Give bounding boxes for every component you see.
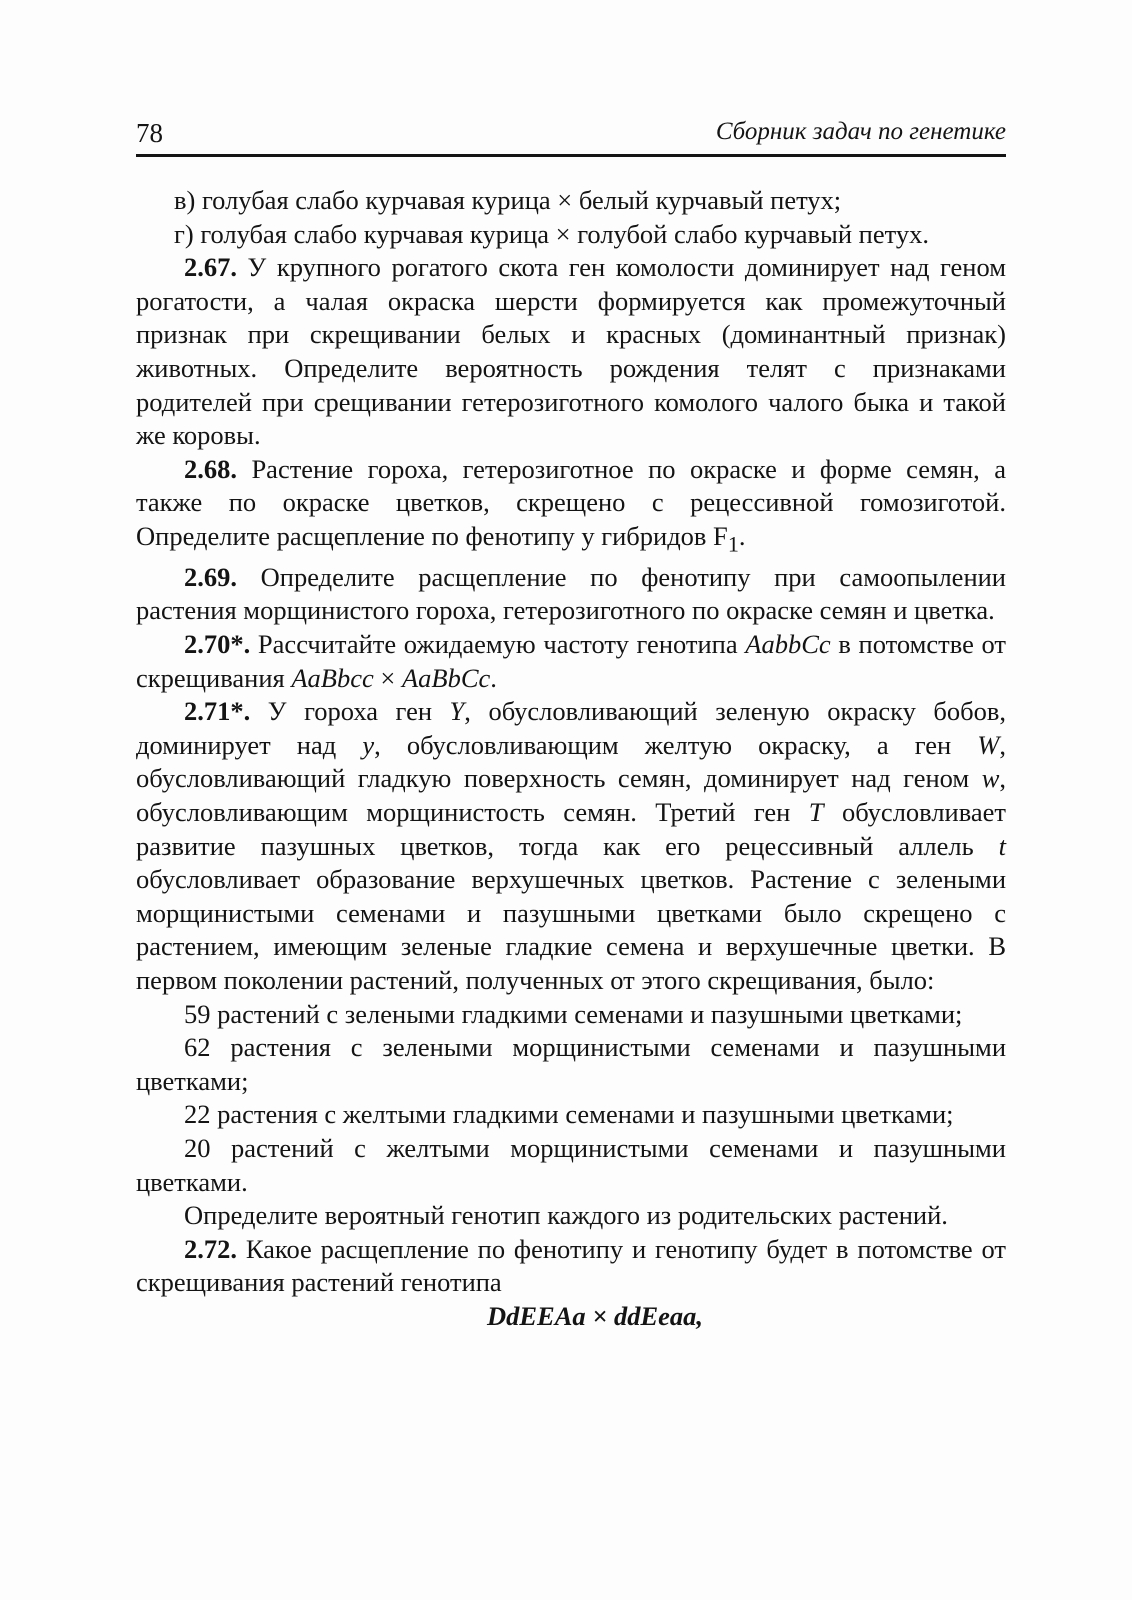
gene-symbol: w: [981, 763, 1000, 794]
problem-number: 2.67.: [184, 252, 237, 283]
problem-number: 2.69.: [184, 561, 237, 592]
gene-symbol: T: [808, 796, 824, 827]
problem-text: , обусловливающим желтую окраску, а ген: [374, 729, 978, 760]
problem-text: в потомстве от скрещивания: [136, 629, 1006, 693]
genotype: AaBbCc: [401, 662, 491, 693]
problem-text: Рассчитайте ожидаемую частоту генотипа: [250, 629, 746, 660]
problem-text: обусловливает образование верхушечных цветков. Растение с зелеными морщинистыми семенами и пазушными цветками было скрещено с растением, имеющим зеленые гладкие семена и верхушечные цветки. В первом поколении растений, полученных от этого скрещивания, было:: [136, 864, 1006, 995]
cross-sign: ×: [373, 662, 402, 693]
gene-symbol: W: [977, 729, 1000, 760]
genotype: AabbCc: [745, 629, 831, 660]
result-line: 59 растений с зелеными гладкими семенами и пазушными цветками;: [184, 998, 963, 1029]
problem-number: 2.68.: [184, 453, 237, 484]
problem-text: , обусловливающим морщинистость семян. Третий ген: [136, 763, 1006, 827]
subscript: 1: [727, 531, 739, 557]
cross-item-g: г) голубая слабо курчавая курица × голубой слабо курчавый петух.: [174, 218, 929, 249]
running-title: Сборник задач по генетике: [715, 118, 1006, 145]
problem-question: Определите вероятный генотип каждого из родительских растений.: [184, 1200, 948, 1231]
page-header: [136, 112, 1006, 152]
problem-text: Какое расщепление по фенотипу и генотипу будет в потомстве от скрещивания растений генотипа: [136, 1233, 1006, 1298]
problem-text: , обусловливающий гладкую поверхность семян, доминирует над геном: [136, 729, 1006, 794]
problem-2-70: [136, 628, 1006, 695]
header-rule: [136, 154, 1006, 157]
gene-symbol: t: [998, 830, 1006, 861]
cross-formula: DdEEAa × ddEeaa,: [486, 1300, 704, 1331]
problem-number: 2.72.: [184, 1233, 237, 1264]
problem-text: , обусловливающий зеленую окраску бобов, доминирует над: [136, 696, 1006, 760]
problem-text: У гороха ген: [250, 696, 450, 727]
problem-text: У крупного рогатого скота ген комолости доминирует над геном рогатости, а чалая окраска шерсти формируется как промежуточный признак при скрещивании белых и красных (доминантный признак) животных. Определите вероятность рождения телят с признаками родителей при срещивании гетерозиготного комолого чалого быка и такой же коровы.: [136, 252, 1006, 451]
page-text: [136, 184, 1006, 1333]
problem-text-end: .: [738, 520, 746, 551]
genotype: AaBbcc: [291, 662, 374, 693]
cross-item-v: в) голубая слабо курчавая курица × белый курчавый петух;: [174, 185, 842, 215]
problem-2-72: [136, 1233, 1006, 1300]
gene-symbol: Y: [449, 696, 465, 727]
problem-2-71: [136, 695, 1006, 997]
problem-text: обусловливает развитие пазушных цветков, тогда как его рецессивный аллель: [136, 796, 1007, 861]
problem-2-69: [136, 561, 1006, 628]
problem-number: 2.71*.: [184, 696, 251, 727]
problem-text: .: [490, 662, 497, 693]
problem-text: Растение гороха, гетерозиготное по окраске и форме семян, а также по окраске цветков, скрещено с рецессивной гомозиготой. Определите расщепление по фенотипу у гибридов F: [136, 453, 1006, 551]
result-line: 62 растения с зелеными морщинистыми семенами и пазушными цветками;: [136, 1032, 1006, 1096]
problem-2-67: [136, 251, 1006, 453]
problem-number: 2.70*.: [184, 629, 251, 660]
problem-2-68: [136, 453, 1006, 561]
gene-symbol: y: [362, 729, 375, 760]
page-number: 78: [136, 118, 163, 148]
result-line: 22 растения с желтыми гладкими семенами и пазушными цветками;: [184, 1099, 954, 1130]
result-line: 20 растений с желтыми морщинистыми семенами и пазушными цветками.: [136, 1132, 1006, 1197]
problem-text: Определите расщепление по фенотипу при самоопылении растения морщинистого гороха, гетерозиготного по окраске семян и цветка.: [136, 561, 1006, 626]
